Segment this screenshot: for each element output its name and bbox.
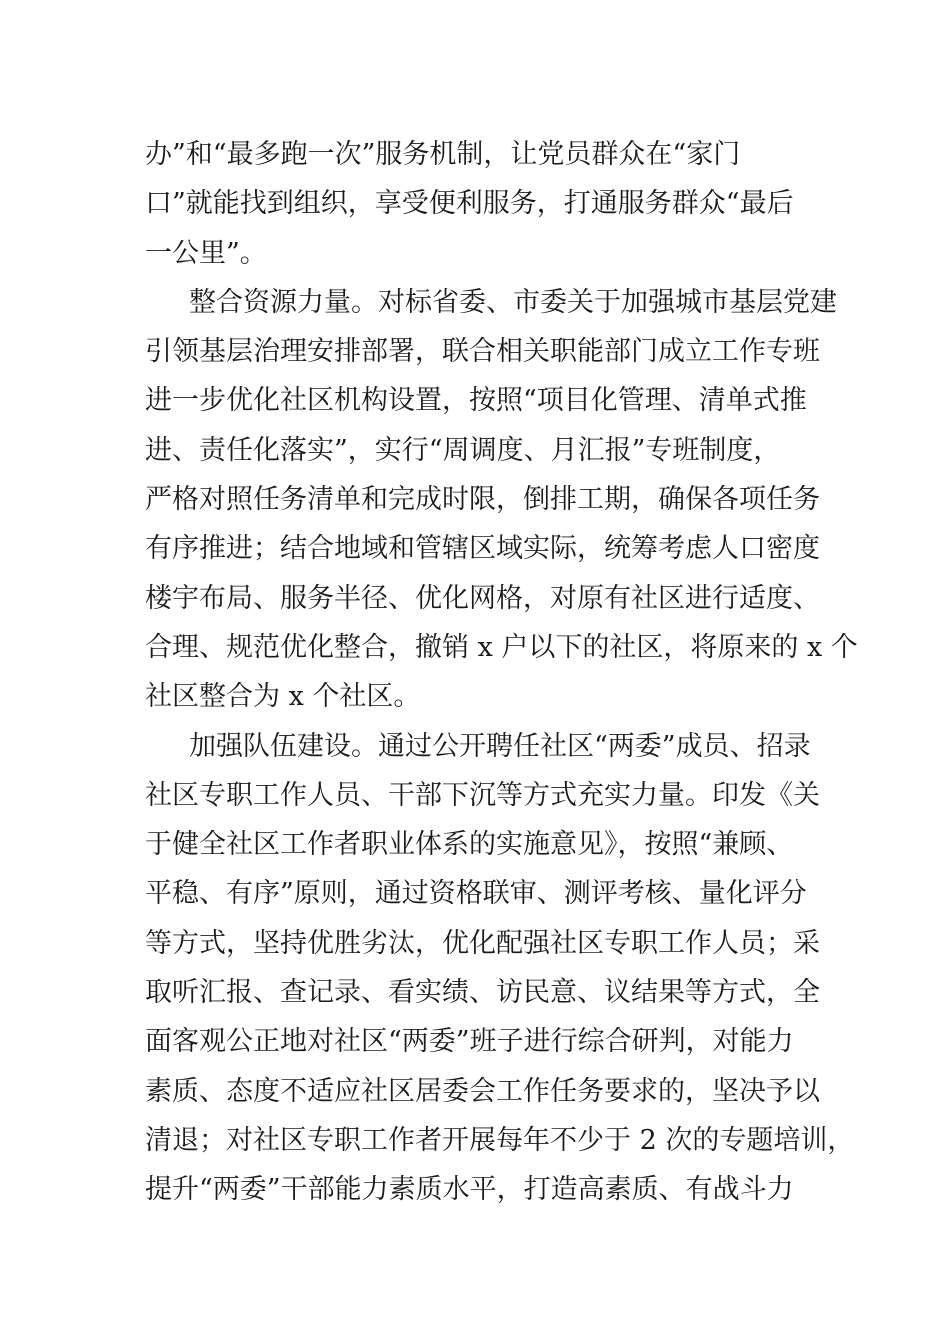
paragraph-start-line: 加强队伍建设。通过公开聘任社区“两委”成员、招录 — [189, 730, 811, 762]
text-line: 面客观公正地对社区“两委”班子进行综合研判，对能力 — [145, 1026, 794, 1058]
text-line: 严格对照任务清单和完成时限，倒排工期，确保各项任务 — [145, 484, 820, 516]
text-line: 取听汇报、查记录、看实绩、访民意、议结果等方式，全 — [145, 977, 820, 1009]
text-line: 办”和“最多跑一次”服务机制，让党员群众在“家门 — [145, 139, 741, 170]
text-line: 社区整合为 x 个社区。 — [145, 681, 421, 713]
text-line: 口”就能找到组织，享受便利服务，打通服务群众“最后 — [145, 188, 794, 220]
paragraph-start-line: 整合资源力量。对标省委、市委关于加强城市基层党建 — [189, 286, 837, 318]
text-line: 等方式，坚持优胜劣汰，优化配强社区专职工作人员；采 — [145, 927, 820, 959]
text-line: 进一步优化社区机构设置，按照“项目化管理、清单式推 — [145, 385, 807, 417]
text-line: 于健全社区工作者职业体系的实施意见》，按照“兼顾、 — [145, 829, 794, 861]
text-line: 提升“两委”干部能力素质水平，打造高素质、有战斗力 — [145, 1174, 794, 1206]
text-line: 有序推进；结合地域和管辖区域实际，统筹考虑人口密度 — [145, 533, 820, 565]
text-line: 平稳、有序”原则，通过资格联审、测评考核、量化评分 — [145, 878, 807, 910]
text-line: 引领基层治理安排部署，联合相关职能部门成立工作专班 — [145, 336, 820, 368]
text-line: 合理、规范优化整合，撤销 x 户以下的社区，将原来的 x 个 — [145, 631, 858, 663]
body-text — [145, 130, 858, 1215]
text-line: 社区专职工作人员、干部下沉等方式充实力量。印发《关 — [145, 779, 820, 811]
text-line: 清退；对社区专职工作者开展每年不少于 2 次的专题培训， — [145, 1124, 855, 1156]
text-line: 进、责任化落实”，实行“周调度、月汇报”专班制度， — [145, 434, 781, 466]
text-line: 素质、态度不适应社区居委会工作任务要求的，坚决予以 — [145, 1075, 820, 1107]
text-line: 一公里”。 — [145, 237, 267, 269]
text-line: 楼宇布局、服务半径、优化网格，对原有社区进行适度、 — [145, 582, 820, 614]
